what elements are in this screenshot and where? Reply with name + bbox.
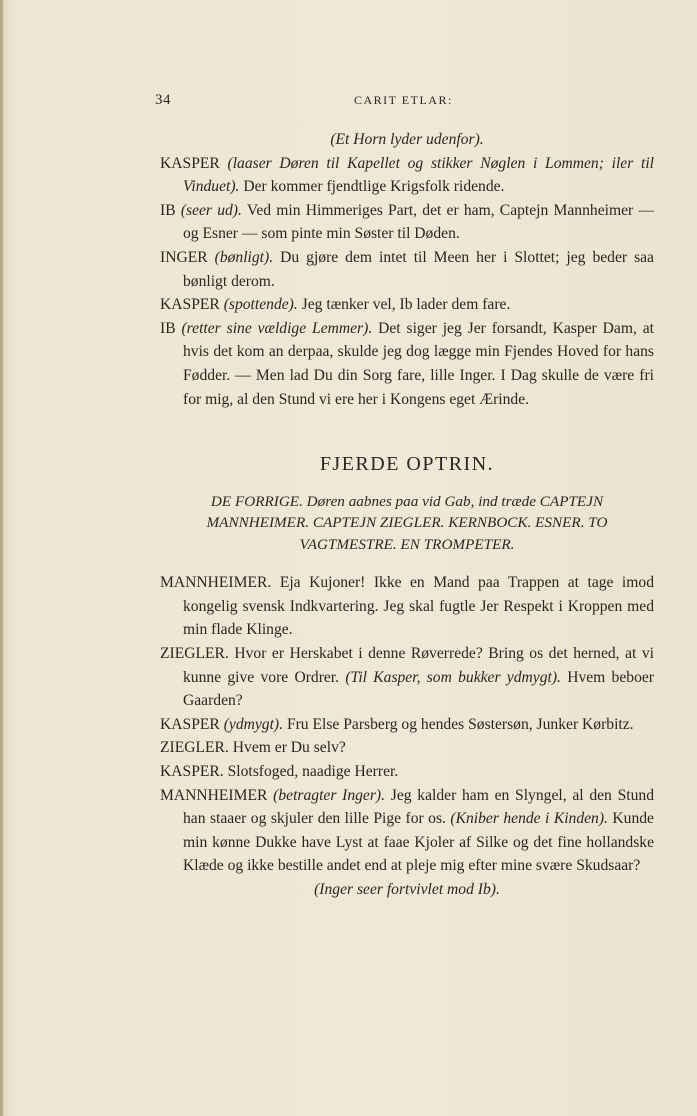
dialogue-line: [160, 152, 654, 199]
speech: Det siger jeg Jer forsandt, Kasper Dam, at hvis det kom an derpaa, skulde jeg dog lægge min Fjendes Hoved for hans Fødder. — Men lad Du din Sorg fare, lille Inger. I Dag skulle de være fri for mig, al den Stund vi ere her i Kongens eget Ærinde.: [183, 319, 654, 408]
section-title: FJERDE OPTRIN.: [319, 453, 495, 476]
page-spine: [0, 0, 3, 1116]
speaker: INGER: [160, 248, 208, 266]
speech: Slotsfoged, naadige Herrer.: [227, 762, 399, 780]
speech: Hvem er Du selv?: [232, 739, 346, 757]
dialogue-line: [160, 713, 654, 737]
speaker: KASPER: [160, 154, 220, 172]
speech: Hvor er Herskabet i denne Røverrede? Bring os det herned, at vi kunne give vore Ordrer.: [183, 645, 654, 686]
stage-direction: (bønligt).: [214, 248, 274, 266]
stage-direction: (laaser Døren til Kapellet og stikker Nøglen i Lommen; iler til Vinduet).: [183, 154, 654, 196]
dialogue-line: [160, 246, 654, 293]
speaker: ZIEGLER.: [160, 739, 229, 757]
dialogue-line: [160, 317, 654, 411]
stage-direction: (ydmygt).: [223, 715, 284, 733]
speaker: MANNHEIMER.: [160, 574, 272, 592]
stage-direction: (Kniber hende i Kinden).: [450, 810, 608, 828]
dialogue-line: [160, 199, 654, 246]
dialogue-line: [160, 571, 654, 642]
speech: Du gjøre dem intet til Meen her i Slottet; jeg beder saa bønligt derom.: [183, 248, 654, 290]
speech: Jeg tænker vel, Ib lader dem fare.: [301, 296, 511, 314]
running-title: CARIT ETLAR:: [354, 93, 453, 107]
speaker: KASPER: [160, 715, 220, 733]
stage-direction: (Et Horn lyder udenfor).: [330, 131, 484, 148]
speech: Fru Else Parsberg og hendes Søstersøn, Junker Kørbitz.: [286, 715, 634, 733]
speech: Eja Kujoner! Ikke en Mand paa Trappen at tage imod kongelig svensk Indkvartering. Jeg skal fugtle Jer Respekt i Kroppen med min flade Klinge.: [183, 574, 654, 639]
speaker: MANNHEIMER: [160, 786, 268, 804]
speaker: IB: [160, 319, 176, 337]
speech: Jeg kalder ham en Slyngel, al den Stund han staaer og skjuler den lille Pige for os.: [183, 786, 654, 828]
dialogue-line: [160, 736, 654, 760]
stage-direction: (Til Kasper, som bukker ydmygt).: [345, 668, 561, 686]
speaker: KASPER: [160, 296, 220, 314]
page-header: [155, 92, 655, 114]
dialogue-line: [160, 784, 654, 878]
speech: Ved min Himmeriges Part, det er ham, Captejn Mannheimer — og Esner — som pinte min Søster til Døden.: [183, 201, 654, 243]
stage-direction: (Inger seer fortvivlet mod Ib).: [314, 880, 500, 898]
stage-direction: (spottende).: [223, 296, 298, 314]
page-number: 34: [155, 92, 171, 108]
speaker: ZIEGLER.: [160, 645, 229, 662]
speech: Der kommer fjendtlige Krigsfolk ridende.: [243, 178, 505, 196]
speech: Kunde min kønne Dukke have Lyst at faae Kjoler af Silke og det fine hollandske Klæde og ikke bestille andet end at pleje mig efter mine svære Skudsaar?: [183, 810, 654, 875]
play-text: [160, 128, 654, 902]
dialogue-line: [160, 760, 654, 784]
stage-direction: (betragter Inger).: [273, 786, 386, 804]
stage-direction: (retter sine vældige Lemmer).: [181, 319, 373, 337]
entrance-direction: DE FORRIGE. Døren aabnes paa vid Gab, ind træde CAPTEJN MANNHEIMER. CAPTEJN ZIEGLER. KERNBOCK. ESNER. TO VAGTMESTRE. EN TROMPETER.: [206, 492, 608, 553]
speaker: KASPER.: [160, 762, 224, 780]
speaker: IB: [160, 201, 176, 219]
dialogue-line: [160, 642, 654, 713]
stage-direction: (seer ud).: [180, 201, 242, 219]
dialogue-line: [160, 293, 654, 317]
speech: Hvem beboer Gaarden?: [183, 668, 654, 710]
